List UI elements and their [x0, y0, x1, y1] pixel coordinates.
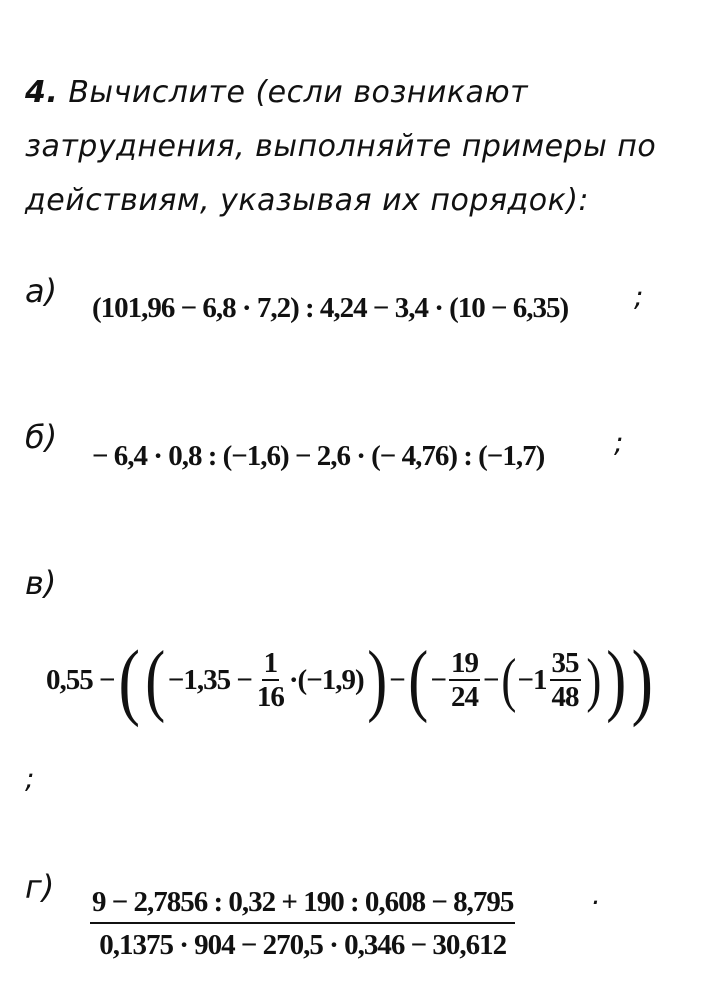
paren-close-inner-3: ) [585, 647, 601, 713]
semicolon-v: ; [25, 762, 35, 795]
item-label-g: г) [25, 868, 55, 906]
task-number: 4. [25, 75, 59, 110]
expression-v [46, 632, 656, 728]
item-label-v: в) [25, 564, 57, 602]
expr-v-lead: 0,55 − [46, 663, 115, 696]
fraction-19-24 [449, 647, 480, 713]
expr-v-g: − [482, 663, 499, 696]
expr-v-c: (−1,9) [297, 663, 364, 696]
paren-open-inner-3: ( [500, 647, 516, 713]
item-label-a: а) [25, 272, 58, 310]
paren-open-inner-2: ( [408, 636, 428, 724]
expression-a: (101,96 − 6,8 · 7,2) : 4,24 − 3,4 · (10 − 6,35) [92, 292, 569, 324]
fraction-3-denominator: 48 [551, 681, 579, 713]
expr-v-b: · [288, 663, 298, 696]
task-text: Вычислите (если возникают затруднения, выполняйте примеры по действиям, указывая их порядок): [25, 75, 657, 218]
fraction-3-numerator: 35 [551, 647, 579, 679]
semicolon-a: ; [634, 280, 644, 313]
fraction-1-16 [255, 647, 286, 713]
fraction-1-numerator: 1 [263, 647, 278, 679]
fraction-2-numerator: 19 [450, 647, 478, 679]
task-statement [25, 66, 705, 228]
period-g: . [592, 878, 601, 911]
semicolon-b: ; [614, 426, 624, 459]
paren-open-inner-1: ( [145, 636, 165, 724]
expression-g [90, 884, 515, 964]
expr-v-h: −1 [517, 663, 547, 696]
expression-b: − 6,4 · 0,8 : (−1,6) − 2,6 · (− 4,76) : (−1,7) [92, 440, 545, 472]
big-fraction-denominator: 0,1375 · 904 − 270,5 · 0,346 − 30,612 [99, 929, 507, 961]
fraction-35-48 [550, 647, 581, 713]
item-label-b: б) [25, 418, 58, 456]
paren-close-inner-2: ) [605, 636, 625, 724]
expr-v-e: − [430, 663, 446, 696]
paren-close-inner-1: ) [366, 636, 387, 724]
fraction-2-denominator: 24 [450, 681, 478, 713]
big-fraction [90, 884, 515, 964]
fraction-1-denominator: 16 [256, 681, 284, 713]
big-fraction-numerator: 9 − 2,7856 : 0,32 + 190 : 0,608 − 8,795 [90, 884, 515, 924]
expr-v-d: − [389, 663, 405, 696]
paren-open-outer: ( [117, 632, 139, 728]
expr-v-a: −1,35 − [167, 663, 252, 696]
paren-close-outer: ) [631, 632, 653, 728]
